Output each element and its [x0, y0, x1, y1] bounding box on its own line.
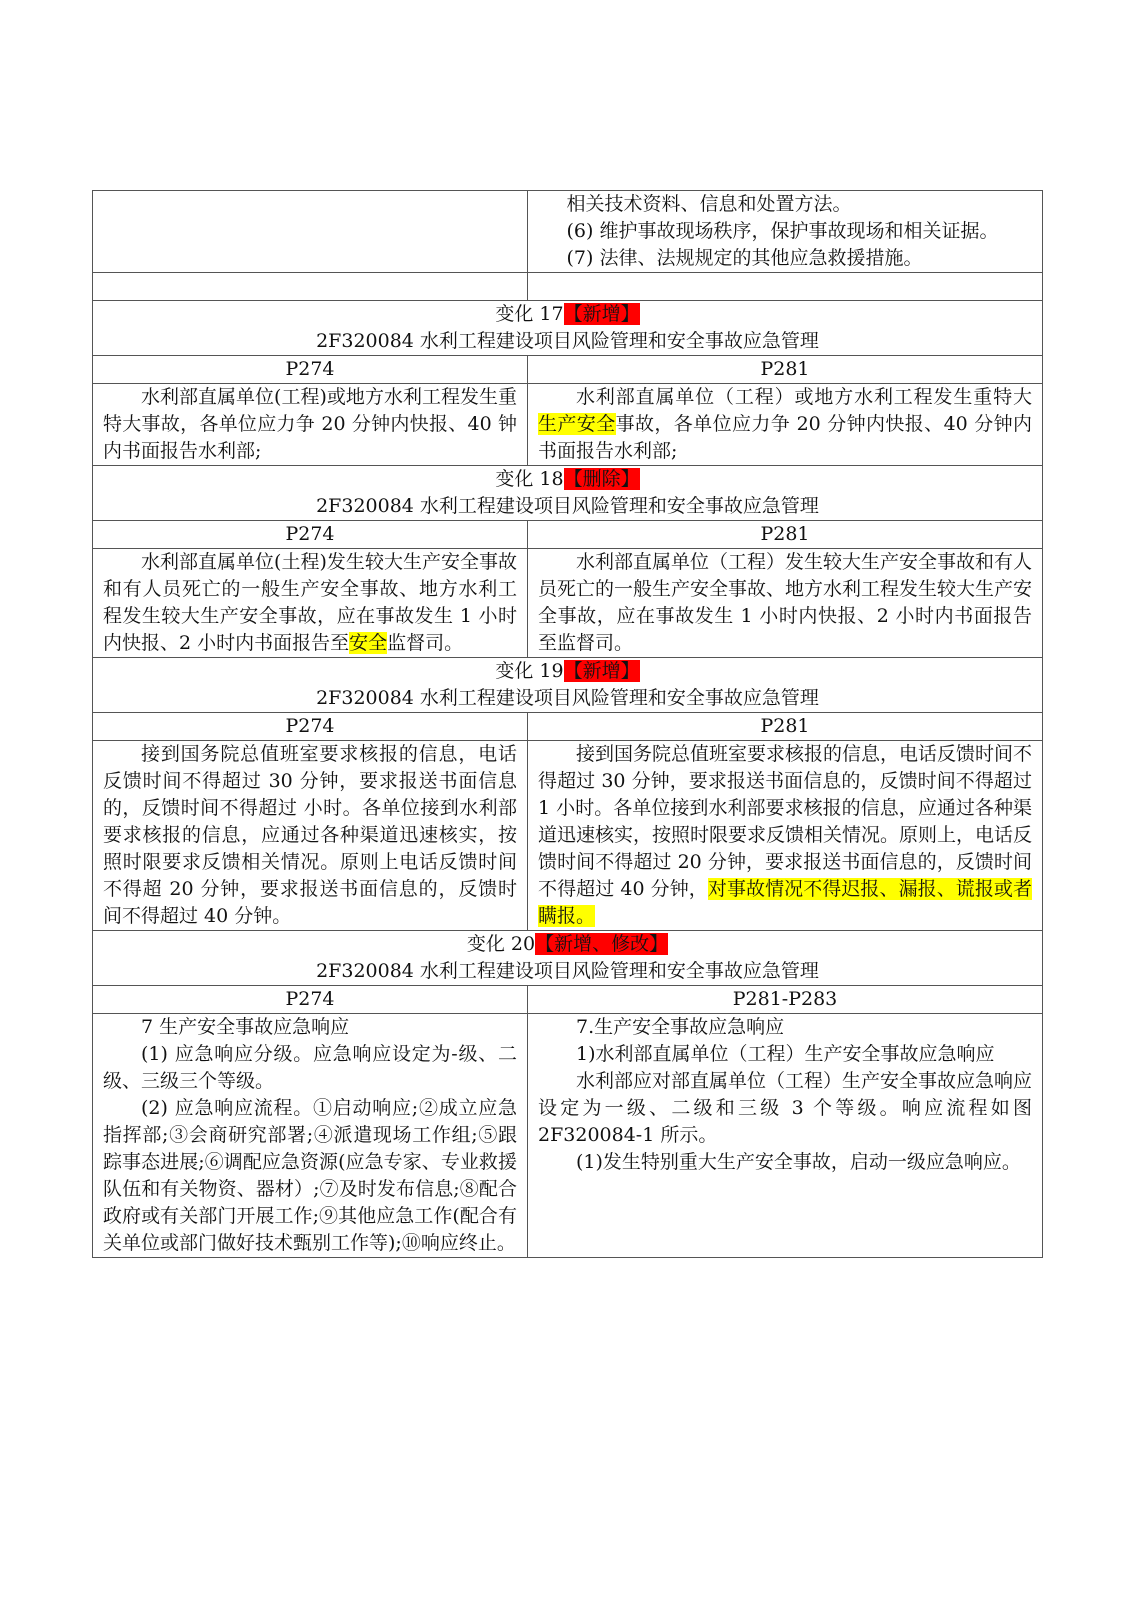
change17-highlight: 生产安全 [538, 413, 616, 435]
change20-label: 变化 20 [466, 933, 536, 955]
change17-header [93, 301, 1043, 356]
change19-header [93, 658, 1043, 713]
change19-right-cell [528, 741, 1043, 931]
change18-section: 2F320084 水利工程建设项目风险管理和安全事故应急管理 [316, 495, 819, 517]
continuation-line-2: (6) 维护事故现场秩序，保护事故现场和相关证据。 [566, 220, 999, 242]
change20-pages-row [93, 986, 1043, 1014]
change18-highlight: 安全 [349, 632, 388, 654]
change20-page-new: P281-P283 [528, 986, 1043, 1014]
change20-left-item-1: (1) 应急响应分级。应急响应设定为-级、二级、三级三个等级。 [103, 1043, 517, 1092]
change19-highlight: 对事故情况不得迟报、漏报、谎报或者瞒报。 [538, 878, 1032, 927]
change20-page-old: P274 [93, 986, 528, 1014]
change18-label: 变化 18 [495, 468, 564, 490]
continuation-line-3: (7) 法律、法规规定的其他应急救援措施。 [566, 247, 923, 269]
change17-left-text: 水利部直属单位(工程)或地方水利工程发生重特大事故，各单位应力争 20 分钟内快报、40 钟内书面报告水利部; [103, 386, 517, 462]
continuation-line-1: 相关技术资料、信息和处置方法。 [566, 193, 852, 215]
change17-left-cell [93, 384, 528, 466]
continuation-row [93, 191, 1043, 273]
change18-content-row [93, 549, 1043, 658]
change20-right-item-1: (1)发生特别重大生产安全事故，启动一级应急响应。 [576, 1151, 1021, 1173]
change17-page-old: P274 [93, 356, 528, 384]
change20-header [93, 931, 1043, 986]
change17-right-part-a: 水利部直属单位（工程）或地方水利工程发生重特大 [576, 386, 1032, 408]
change20-left-cell [93, 1014, 528, 1258]
change20-content-row [93, 1014, 1043, 1258]
change20-section: 2F320084 水利工程建设项目风险管理和安全事故应急管理 [316, 960, 819, 982]
empty-left-cell [93, 273, 528, 301]
change19-header-row [93, 658, 1043, 713]
change18-left-text [103, 549, 517, 657]
change20-left-item-2: (2) 应急响应流程。①启动响应;②成立应急指挥部;③会商研究部署;④派遣现场工作组;⑤跟踪事态进展;⑥调配应急资源(应急专家、专业救援队伍和有关物资、器材）;⑦及时发布信息;⑧配合政府或有关部门开展工作;⑨其他应急工作(配合有关单位或部门做好技术甄别工作等);⑩响应终止。 [103, 1097, 517, 1254]
change19-label: 变化 19 [495, 660, 564, 682]
change18-right-cell [528, 549, 1043, 658]
change20-tag: 【新增、修改】 [535, 933, 669, 955]
change18-tag: 【删除】 [563, 468, 640, 490]
change20-right-subheading: 1)水利部直属单位（工程）生产安全事故应急响应 [576, 1043, 995, 1065]
change19-left-cell [93, 741, 528, 931]
change18-left-cell [93, 549, 528, 658]
change20-right-para: 水利部应对部直属单位（工程）生产安全事故应急响应设定为一级、二级和三级 3 个等级。响应流程如图 2F320084-1 所示。 [538, 1070, 1033, 1146]
change18-header [93, 466, 1043, 521]
empty-right-cell [528, 273, 1043, 301]
continuation-left-cell [93, 191, 528, 273]
change17-tag: 【新增】 [563, 303, 640, 325]
change20-right-heading: 7.生产安全事故应急响应 [576, 1016, 785, 1038]
change17-page-new: P281 [528, 356, 1043, 384]
change18-pages-row [93, 521, 1043, 549]
change17-right-part-b: 事故，各单位应力争 20 分钟内快报、40 分钟内书面报告水利部; [538, 413, 1032, 462]
change20-left-heading: 7 生产安全事故应急响应 [141, 1016, 350, 1038]
change17-pages-row [93, 356, 1043, 384]
change17-right-cell [528, 384, 1043, 466]
change19-page-new: P281 [528, 713, 1043, 741]
change19-tag: 【新增】 [563, 660, 640, 682]
change19-left-text: 接到国务院总值班室要求核报的信息，电话反馈时间不得超过 30 分钟，要求报送书面信息的，反馈时间不得超过 小时。各单位接到水利部要求核报的信息，应通过各种渠道迅速核实，按照时限要求反馈相关情况。原则上电话反馈时间不得超 20 分钟，要求报送书面信息的，反馈时间不得超过 40 分钟。 [103, 743, 517, 927]
change18-left-part-a: 水利部直属单位(土程)发生较大生产安全事故和有人员死亡的一般生产安全事故、地方水利工程发生较大生产安全事故，应在事故发生 1 小时内快报、2 小时内书面报告至 [103, 551, 517, 654]
change19-right-part-a: 接到国务院总值班室要求核报的信息，电话反馈时间不得超过 30 分钟，要求报送书面信息的，反馈时间不得超过 1 小时。各单位接到水利部要求核报的信息，应通过各种渠道迅速核实，按照时限要求反馈相关情况。原则上，电话反馈时间不得超过 20 分钟，要求报送书面信息的，反馈时间不得超过 40 分钟， [538, 743, 1033, 900]
change19-page-old: P274 [93, 713, 528, 741]
change20-header-row [93, 931, 1043, 986]
change19-content-row [93, 741, 1043, 931]
change17-right-text [538, 384, 1032, 465]
change18-right-text: 水利部直属单位（工程）发生较大生产安全事故和有人员死亡的一般生产安全事故、地方水利工程发生较大生产安全事故，应在事故发生 1 小时内快报、2 小时内书面报告至监督司。 [538, 551, 1033, 654]
change18-header-row [93, 466, 1043, 521]
change17-content-row [93, 384, 1043, 466]
continuation-right-cell [528, 191, 1043, 273]
change19-pages-row [93, 713, 1043, 741]
change17-label: 变化 17 [495, 303, 564, 325]
change19-right-text [538, 741, 1032, 930]
change20-right-cell [528, 1014, 1043, 1258]
change19-section: 2F320084 水利工程建设项目风险管理和安全事故应急管理 [316, 687, 819, 709]
change17-section: 2F320084 水利工程建设项目风险管理和安全事故应急管理 [316, 330, 819, 352]
change-comparison-table [92, 190, 1043, 1258]
change18-page-new: P281 [528, 521, 1043, 549]
change18-page-old: P274 [93, 521, 528, 549]
change17-header-row [93, 301, 1043, 356]
change18-left-part-b: 监督司。 [387, 632, 464, 654]
empty-row [93, 273, 1043, 301]
